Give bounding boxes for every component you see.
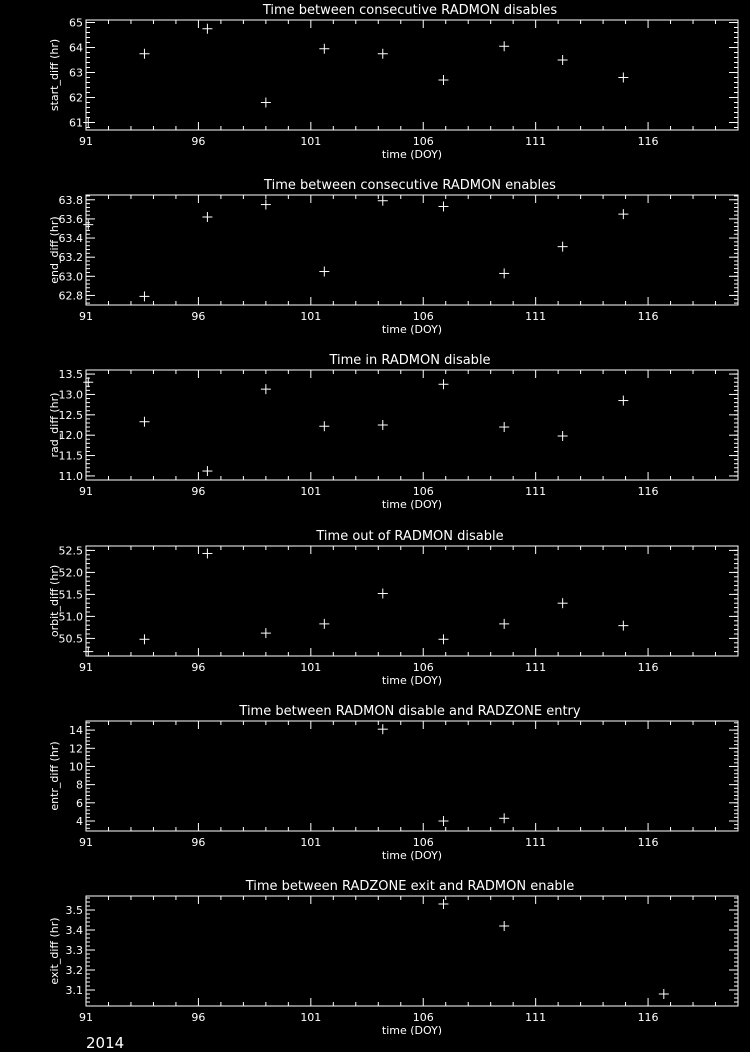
y-tick-label: 3.1 (65, 984, 83, 997)
data-point (659, 989, 669, 999)
x-axis-label: time (DOY) (381, 498, 443, 511)
data-point (202, 548, 212, 558)
plot-frame (86, 896, 738, 1006)
data-point (618, 396, 628, 406)
x-tick-label: 91 (79, 485, 93, 498)
y-axis-label: orbit_diff (hr) (48, 564, 61, 638)
y-tick-label: 63.2 (58, 251, 83, 265)
plot-title: Time in RADMON disable (329, 353, 491, 368)
y-tick-label: 62 (69, 91, 83, 105)
data-point (558, 55, 568, 65)
data-point (139, 417, 149, 427)
data-point (378, 49, 388, 59)
y-tick-label: 51.0 (58, 610, 83, 624)
data-point (319, 267, 329, 277)
data-point (618, 209, 628, 219)
y-tick-label: 63.4 (58, 232, 83, 246)
y-tick-label: 65 (69, 16, 83, 30)
plot-6 (48, 879, 738, 1035)
y-tick-label: 6 (76, 796, 83, 810)
data-point (83, 647, 93, 657)
data-point (499, 921, 509, 931)
data-point (438, 899, 448, 909)
x-tick-label: 96 (191, 1011, 206, 1024)
data-point (618, 73, 628, 83)
data-point (202, 24, 212, 34)
y-tick-label: 8 (76, 778, 83, 792)
data-point (438, 75, 448, 85)
y-tick-label: 63.8 (58, 193, 83, 207)
data-point (438, 816, 448, 826)
y-tick-label: 14 (69, 724, 83, 738)
y-tick-label: 63 (69, 66, 83, 80)
x-tick-label: 106 (412, 310, 434, 323)
y-tick-label: 13.5 (58, 368, 83, 382)
data-point (202, 212, 212, 222)
y-tick-label: 52.0 (58, 566, 83, 580)
y-tick-label: 13.0 (58, 388, 83, 402)
y-tick-label: 3.5 (65, 904, 83, 917)
y-tick-label: 12 (69, 742, 83, 756)
x-tick-label: 111 (525, 310, 547, 323)
y-axis-label: rad_diff (hr) (48, 392, 61, 458)
data-point (558, 242, 568, 252)
x-tick-label: 96 (191, 485, 206, 498)
plot-frame (86, 20, 738, 130)
x-tick-label: 116 (637, 485, 659, 498)
x-tick-label: 96 (191, 135, 206, 148)
data-point (499, 619, 509, 629)
data-point (83, 118, 93, 128)
x-tick-label: 91 (79, 661, 93, 674)
x-tick-label: 91 (79, 1011, 93, 1024)
x-axis-label: time (DOY) (381, 849, 443, 862)
y-tick-label: 11.5 (58, 449, 83, 463)
data-point (261, 98, 271, 108)
plot-frame (86, 370, 738, 480)
plot-frame (86, 195, 738, 305)
x-axis-label: time (DOY) (381, 1024, 443, 1035)
y-tick-label: 3.3 (65, 944, 83, 957)
plot-2 (48, 178, 738, 336)
data-point (139, 49, 149, 59)
y-axis-label: end_diff (hr) (48, 216, 61, 284)
plot-title: Time between RADZONE exit and RADMON enable (245, 879, 575, 894)
plot-5 (48, 704, 738, 862)
data-point (378, 420, 388, 430)
y-tick-label: 62.8 (58, 289, 83, 303)
y-axis-label: exit_diff (hr) (48, 917, 61, 985)
x-tick-label: 101 (300, 310, 322, 323)
x-tick-label: 96 (191, 661, 206, 674)
data-point (499, 41, 509, 51)
x-tick-label: 111 (525, 135, 547, 148)
y-tick-label: 63.6 (58, 212, 83, 226)
x-tick-label: 91 (79, 836, 93, 849)
plot-3 (48, 353, 738, 511)
y-tick-label: 12.0 (58, 429, 83, 443)
y-axis-label: start_diff (hr) (48, 38, 61, 112)
y-tick-label: 61 (69, 116, 83, 130)
data-point (499, 813, 509, 823)
x-tick-label: 116 (637, 310, 659, 323)
x-axis-label: time (DOY) (381, 674, 443, 687)
y-tick-label: 51.5 (58, 588, 83, 602)
data-point (558, 431, 568, 441)
y-tick-label: 3.4 (65, 924, 83, 937)
plot-title: Time between consecutive RADMON disables (262, 3, 558, 18)
x-tick-label: 96 (191, 836, 206, 849)
x-tick-label: 116 (637, 661, 659, 674)
x-tick-label: 106 (412, 1011, 434, 1024)
data-point (83, 377, 93, 387)
x-tick-label: 106 (412, 485, 434, 498)
x-tick-label: 111 (525, 485, 547, 498)
x-tick-label: 96 (191, 310, 206, 323)
data-point (202, 466, 212, 476)
x-tick-label: 116 (637, 135, 659, 148)
y-tick-label: 11.0 (58, 469, 83, 483)
y-tick-label: 12.5 (58, 408, 83, 422)
data-point (499, 422, 509, 432)
x-tick-label: 116 (637, 836, 659, 849)
y-tick-label: 63.0 (58, 270, 83, 284)
data-point (378, 724, 388, 734)
y-axis-label: entr_diff (hr) (48, 741, 61, 811)
plot-4 (48, 529, 738, 687)
x-tick-label: 106 (412, 135, 434, 148)
data-point (499, 268, 509, 278)
data-point (378, 589, 388, 599)
plot-frame (86, 721, 738, 831)
plot-title: Time between consecutive RADMON enables (264, 178, 556, 193)
plot-frame (86, 546, 738, 656)
data-point (618, 621, 628, 631)
data-point (438, 634, 448, 644)
data-point (261, 384, 271, 394)
data-point (438, 201, 448, 211)
x-tick-label: 101 (300, 1011, 322, 1024)
y-tick-label: 52.5 (58, 544, 83, 558)
data-point (261, 628, 271, 638)
x-tick-label: 91 (79, 310, 93, 323)
data-point (438, 379, 448, 389)
x-tick-label: 111 (525, 661, 547, 674)
data-point (319, 619, 329, 629)
x-tick-label: 111 (525, 836, 547, 849)
x-tick-label: 106 (412, 661, 434, 674)
y-tick-label: 64 (69, 41, 83, 55)
y-tick-label: 4 (76, 815, 83, 828)
data-point (139, 634, 149, 644)
y-tick-label: 10 (69, 760, 83, 774)
x-tick-label: 111 (525, 1011, 547, 1024)
y-tick-label: 3.2 (65, 964, 83, 977)
x-tick-label: 116 (637, 1011, 659, 1024)
x-axis-label: time (DOY) (381, 323, 443, 336)
data-point (319, 44, 329, 54)
year-label: 2014 (86, 1034, 125, 1052)
x-axis-label: time (DOY) (381, 148, 443, 161)
x-tick-label: 106 (412, 836, 434, 849)
data-point (139, 291, 149, 301)
x-tick-label: 101 (300, 836, 322, 849)
x-tick-label: 101 (300, 485, 322, 498)
data-point (83, 220, 93, 230)
y-tick-label: 50.5 (58, 632, 83, 646)
plot-title: Time between RADMON disable and RADZONE entry (239, 704, 581, 719)
data-point (319, 421, 329, 431)
plot-1 (48, 3, 738, 161)
x-tick-label: 101 (300, 135, 322, 148)
x-tick-label: 91 (79, 135, 93, 148)
x-tick-label: 101 (300, 661, 322, 674)
data-point (378, 196, 388, 206)
plot-title: Time out of RADMON disable (316, 529, 504, 544)
data-point (558, 598, 568, 608)
data-point (261, 200, 271, 210)
